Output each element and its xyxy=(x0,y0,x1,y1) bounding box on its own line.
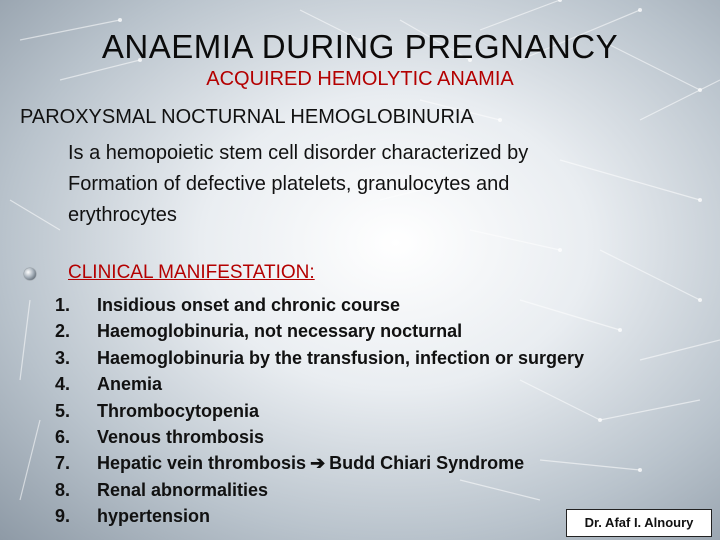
item-text: Haemoglobinuria by the transfusion, infection or surgery xyxy=(97,347,585,368)
item-number: 9. xyxy=(55,506,71,527)
item-number: 4. xyxy=(55,374,71,395)
item-suffix: Budd Chiari Syndrome xyxy=(329,453,525,474)
description-line: erythrocytes xyxy=(68,204,177,226)
list-item xyxy=(55,294,584,320)
condition-heading: PAROXYSMAL NOCTURNAL HEMOGLOBINURIA xyxy=(20,106,474,128)
item-text: Thrombocytopenia xyxy=(97,400,260,421)
description-line: Is a hemopoietic stem cell disorder characterized by xyxy=(68,142,529,164)
list-item xyxy=(55,452,584,478)
slide-subtitle: ACQUIRED HEMOLYTIC ANAMIA xyxy=(206,68,514,90)
slide-title: ANAEMIA DURING PREGNANCY xyxy=(101,28,619,65)
item-number: 2. xyxy=(55,321,71,342)
list-item xyxy=(55,479,584,505)
list-item xyxy=(55,347,584,373)
item-number: 8. xyxy=(55,479,71,500)
item-text: Hepatic vein thrombosis xyxy=(97,453,307,474)
bullet-icon xyxy=(24,268,36,280)
item-number: 7. xyxy=(55,453,71,474)
item-text: hypertension xyxy=(97,506,211,527)
item-text: Venous thrombosis xyxy=(97,426,265,447)
item-number: 6. xyxy=(55,426,71,447)
item-text: Anemia xyxy=(97,374,163,395)
arrow-right-icon: ➔ xyxy=(310,453,326,474)
item-text: Haemoglobinuria, not necessary nocturnal xyxy=(97,321,463,342)
item-number: 3. xyxy=(55,347,71,368)
list-item xyxy=(55,320,584,346)
item-number: 1. xyxy=(55,295,71,315)
description-line: Formation of defective platelets, granulocytes and xyxy=(68,173,510,195)
item-text: Renal abnormalities xyxy=(97,479,269,500)
item-number: 5. xyxy=(55,400,71,421)
item-text: Insidious onset and chronic course xyxy=(97,295,401,315)
description xyxy=(68,138,688,231)
author-credit: Dr. Afaf I. Alnoury xyxy=(566,509,712,537)
clinical-heading: CLINICAL MANIFESTATION: xyxy=(68,262,315,283)
list-item xyxy=(55,505,584,531)
list-item xyxy=(55,400,584,426)
manifestation-list xyxy=(55,294,584,532)
list-item xyxy=(55,373,584,399)
list-item xyxy=(55,426,584,452)
